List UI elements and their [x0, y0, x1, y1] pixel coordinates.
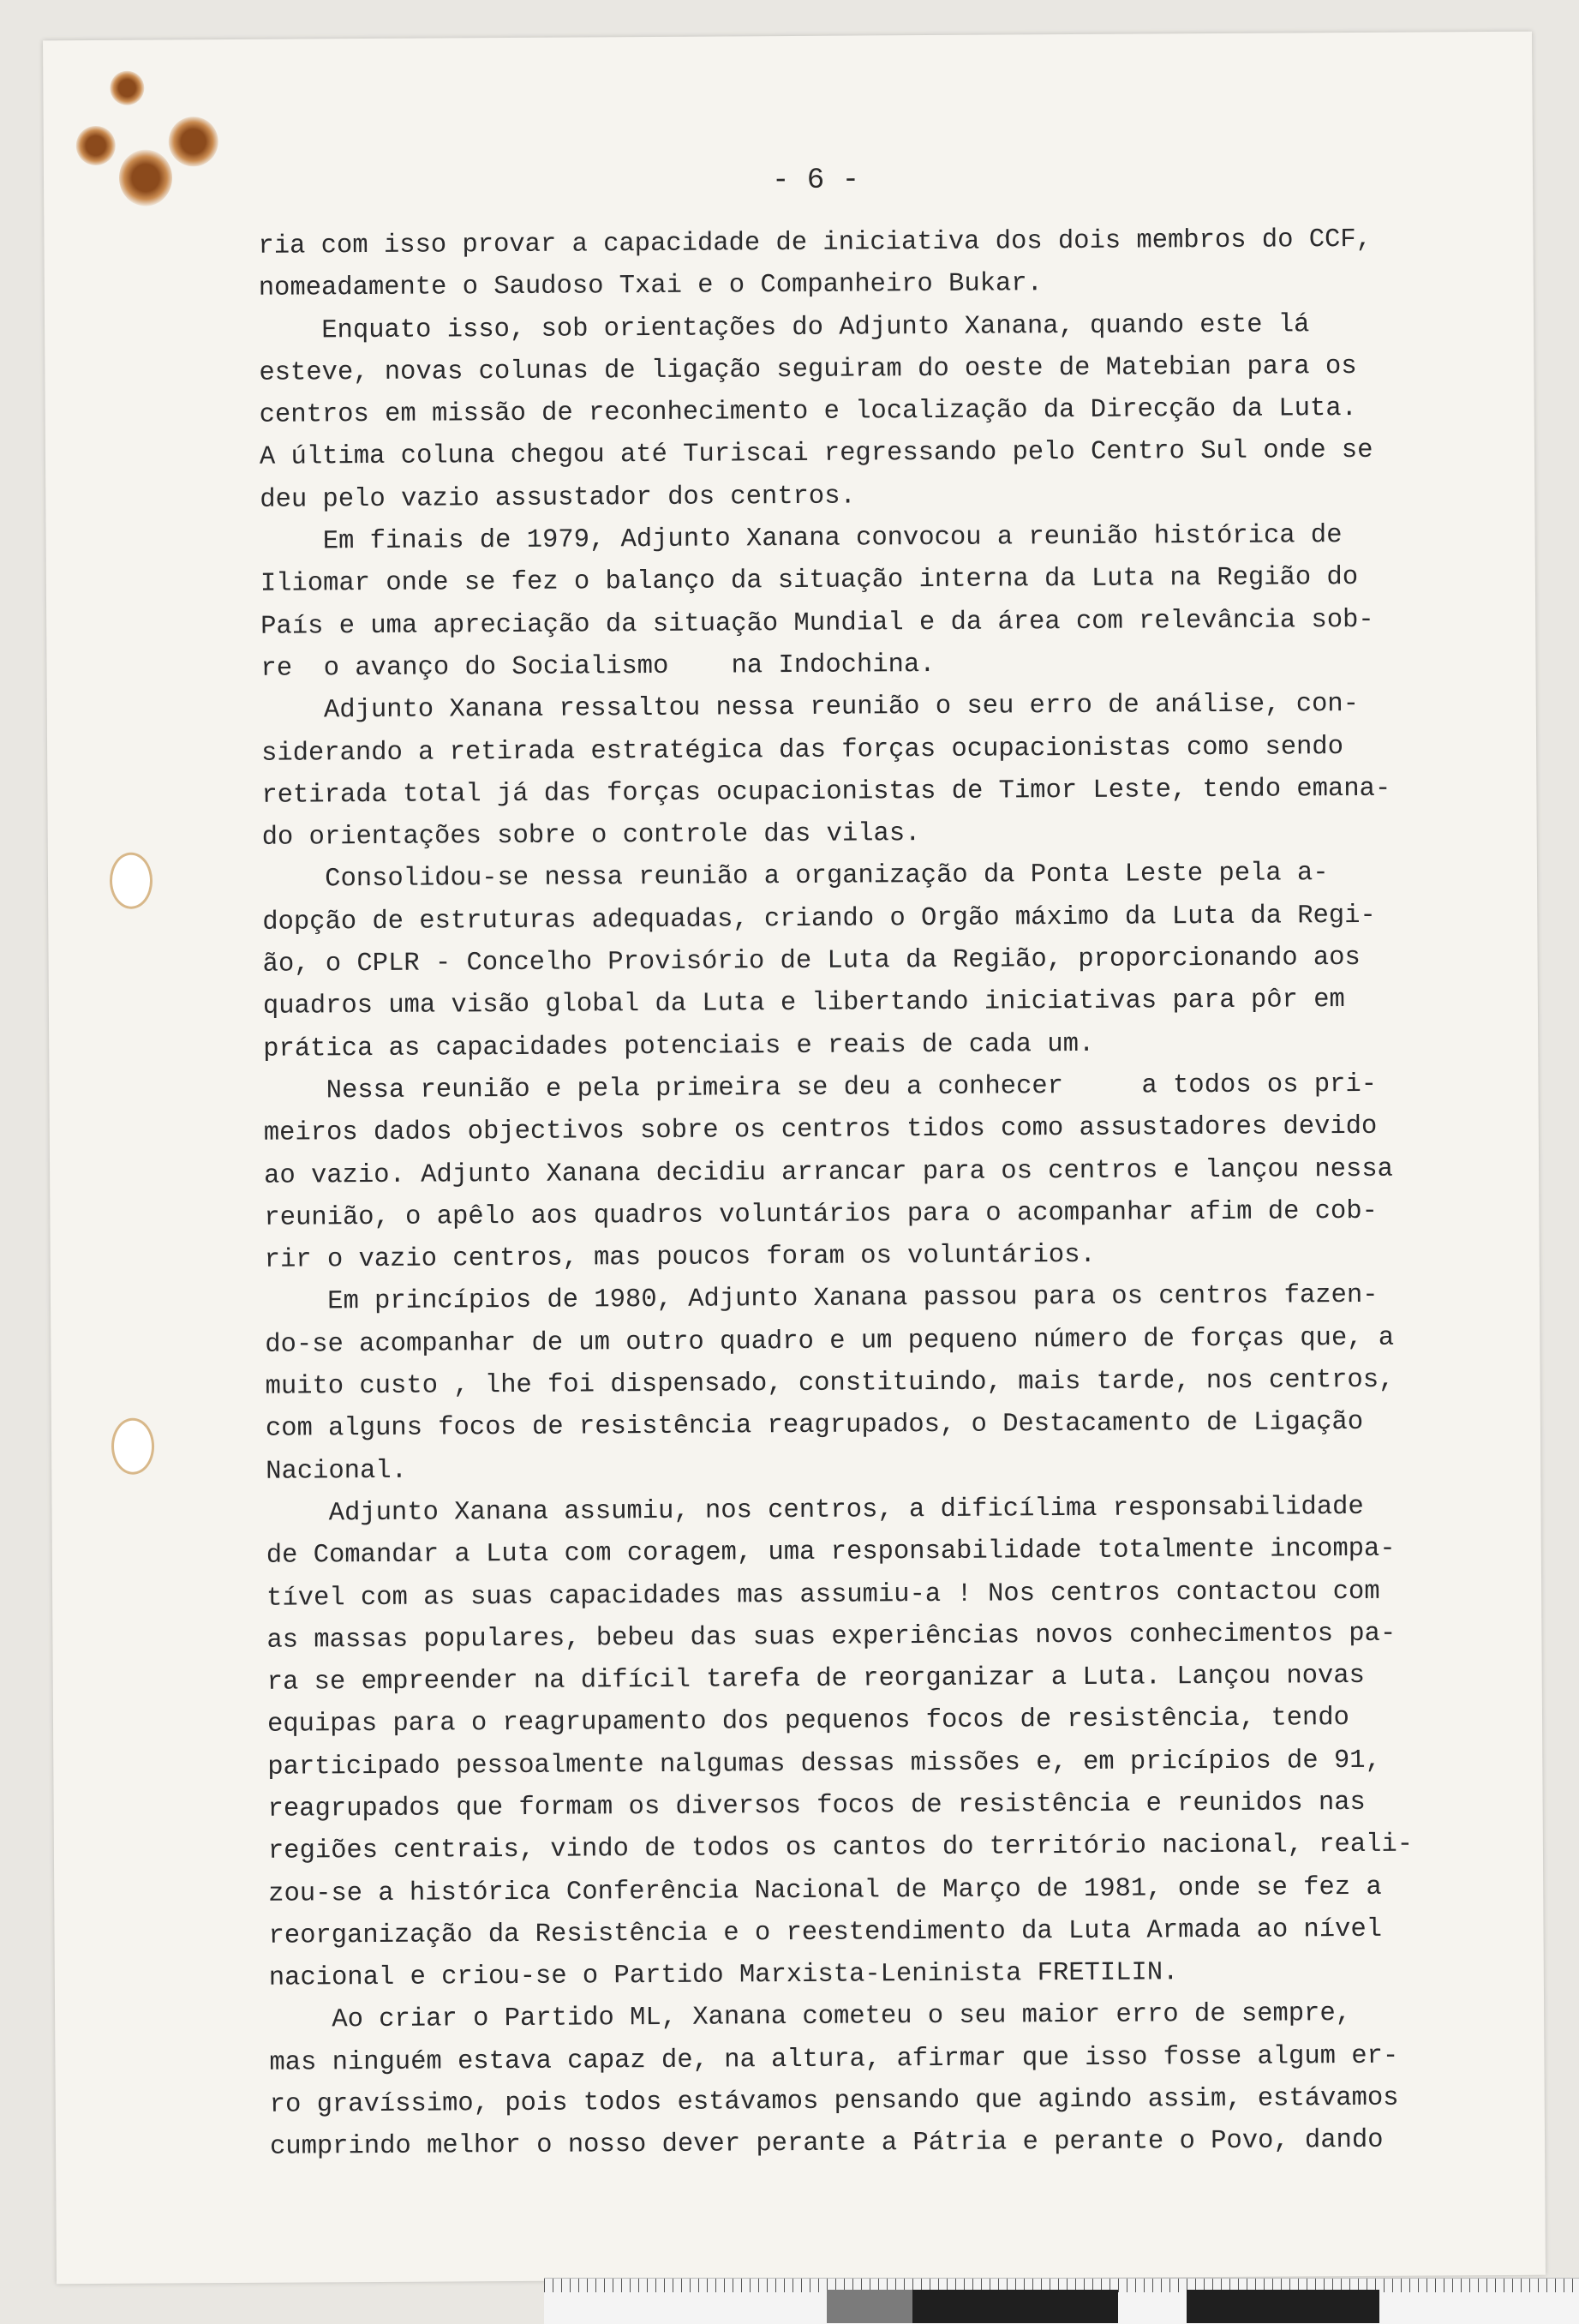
text-line: tível com as suas capacidades mas assumiu-a ! Nos centros contactou com	[266, 1577, 1380, 1614]
color-chart-dark-1	[912, 2290, 1118, 2323]
color-chart-grey	[827, 2290, 912, 2323]
text-line: Consolidou-se nessa reunião a organização da Ponta Leste pela a-	[261, 859, 1329, 895]
text-line: meiros dados objectivos sobre os centros tidos como assustadores devido	[263, 1112, 1378, 1149]
text-line: ra se empreender na difícil tarefa de reorganizar a Luta. Lançou novas	[266, 1662, 1366, 1698]
text-line: ro gravíssimo, pois todos estávamos pensando que agindo assim, estávamos	[269, 2083, 1399, 2120]
body-text	[258, 219, 1504, 2169]
text-line: muito custo , lhe foi dispensado, constituindo, mais tarde, nos centros,	[265, 1365, 1395, 1402]
text-line: cumprindo melhor o nosso dever perante a Pátria e perante o Povo, dando	[269, 2126, 1384, 2163]
text-line: re o avanço do Socialismo na Indochina.	[260, 650, 936, 684]
text-line: Em finais de 1979, Adjunto Xanana convocou a reunião histórica de	[260, 521, 1343, 557]
rust-stain	[76, 126, 116, 165]
text-line: equipas para o reagrupamento dos pequenos focos de resistência, tendo	[266, 1704, 1350, 1740]
text-line: reunião, o apêlo aos quadros voluntários para o acompanhar afim de cob-	[264, 1196, 1379, 1233]
text-line: deu pelo vazio assustador dos centros.	[260, 482, 856, 515]
text-line: centros em missão de reconhecimento e localização da Direcção da Luta.	[259, 394, 1357, 430]
text-line: País e uma apreciação da situação Mundial e da área com relevância sob-	[260, 605, 1374, 642]
text-line: do-se acompanhar de um outro quadro e um pequeno número de forças que, a	[265, 1323, 1395, 1360]
punch-hole-bottom	[111, 1418, 154, 1475]
punch-hole-top	[110, 853, 153, 909]
text-line: Enquato isso, sob orientações do Adjunto Xanana, quando este lá	[258, 309, 1310, 346]
text-line: esteve, novas colunas de ligação seguiram do oeste de Matebian para os	[259, 351, 1357, 388]
text-line: dopção de estruturas adequadas, criando o Orgão máximo da Luta da Regi-	[262, 901, 1376, 937]
text-line: rir o vazio centros, mas poucos foram os voluntários.	[264, 1240, 1096, 1275]
text-line: A última coluna chegou até Turiscai regressando pelo Centro Sul onde se	[259, 436, 1373, 473]
rust-stain	[169, 117, 218, 166]
text-line: zou-se a histórica Conferência Nacional de Março de 1981, onde se fez a	[268, 1872, 1382, 1909]
text-line: ria com isso provar a capacidade de iniciativa dos dois membros do CCF,	[258, 225, 1373, 261]
color-chart-dark-2	[1187, 2290, 1379, 2323]
text-line: quadros uma visão global da Luta e libertando iniciativas para pôr em	[262, 985, 1345, 1022]
text-line: com alguns focos de resistência reagrupados, o Destacamento de Ligação	[265, 1408, 1364, 1445]
text-line: ao vazio. Adjunto Xanana decidiu arrancar para os centros e lançou nessa	[264, 1154, 1394, 1191]
text-line: reorganização da Resistência e o reestendimento da Luta Armada ao nível	[268, 1914, 1383, 1951]
text-line: Iliomar onde se fez o balanço da situação interna da Luta na Região do	[260, 563, 1359, 600]
text-line: retirada total já das forças ocupacionistas de Timor Leste, tendo emana-	[261, 774, 1391, 811]
text-line: regiões centrais, vindo de todos os cantos do território nacional, reali-	[267, 1830, 1414, 1867]
text-line: participado pessoalmente nalgumas dessas missões e, em pricípios de 91,	[267, 1746, 1381, 1782]
text-line: do orientações sobre o controle das vilas.	[261, 819, 921, 853]
text-line: Nessa reunião e pela primeira se deu a conhecer a todos os pri-	[263, 1069, 1378, 1106]
rust-stain	[110, 71, 144, 105]
page-number: - 6 -	[771, 164, 860, 198]
text-line: siderando a retirada estratégica das forças ocupacionistas como sendo	[261, 732, 1344, 769]
text-line: Nacional.	[266, 1456, 408, 1487]
text-line: nacional e criou-se o Partido Marxista-Leninista FRETILIN.	[268, 1958, 1179, 1993]
text-line: as massas populares, bebeu das suas experiências novos conhecimentos pa-	[266, 1619, 1397, 1656]
text-line: Ao criar o Partido ML, Xanana cometeu o seu maior erro de sempre,	[269, 1999, 1352, 2036]
text-line: nomeadamente o Saudoso Txai e o Companheiro Bukar.	[258, 269, 1044, 304]
text-line: Adjunto Xanana ressaltou nessa reunião o seu erro de análise, con-	[260, 690, 1360, 727]
text-line: mas ninguém estava capaz de, na altura, afirmar que isso fosse algum er-	[269, 2041, 1399, 2078]
document-page	[43, 32, 1546, 2285]
text-line: Em princípios de 1980, Adjunto Xanana passou para os centros fazen-	[264, 1281, 1379, 1318]
rust-stain	[119, 149, 172, 206]
text-line: ão, o CPLR - Concelho Provisório de Luta da Região, proporcionando aos	[262, 943, 1361, 979]
text-line: de Comandar a Luta com coragem, uma responsabilidade totalmente incompa-	[266, 1534, 1396, 1571]
text-line: Adjunto Xanana assumiu, nos centros, a dificílima responsabilidade	[266, 1492, 1364, 1529]
text-line: prática as capacidades potenciais e reais de cada um.	[263, 1029, 1095, 1064]
text-line: reagrupados que formam os diversos focos de resistência e reunidos nas	[267, 1788, 1366, 1824]
